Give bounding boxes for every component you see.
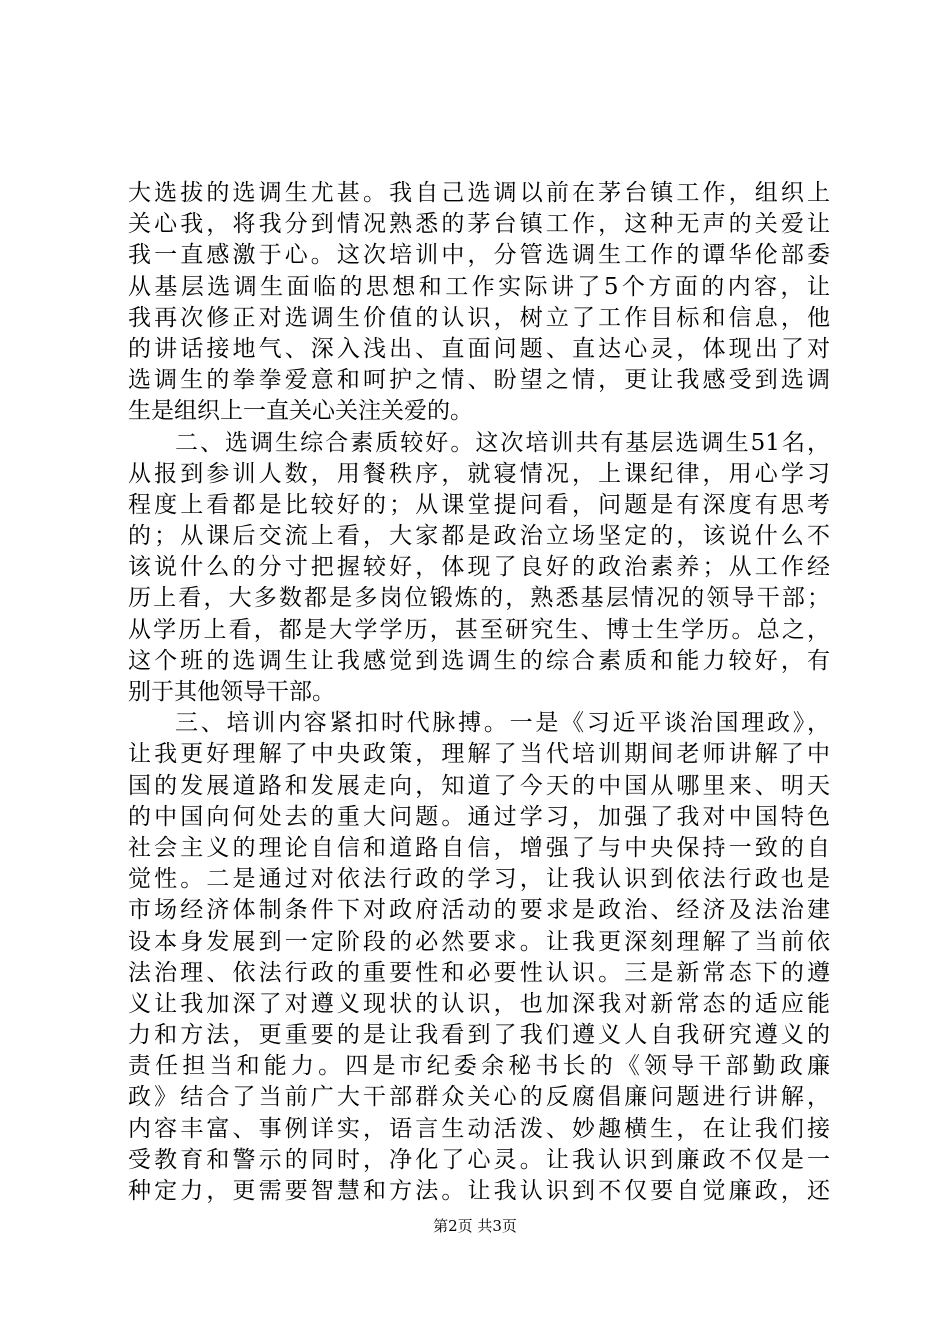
text-line: 生是组织上一直关心关注关爱的。 xyxy=(128,398,473,425)
text-line: 程度上看都是比较好的；从课堂提问看，问题是有深度有思考 xyxy=(128,491,830,518)
text-line: 的；从课后交流上看，大家都是政治立场坚定的，该说什么不 xyxy=(128,523,830,550)
document-body xyxy=(128,178,830,1207)
text-line: 力和方法，更重要的是让我看到了我们遵义人自我研究遵义的 xyxy=(128,1022,830,1049)
text-line: 该说什么的分寸把握较好，体现了良好的政治素养；从工作经 xyxy=(128,554,830,581)
text-line: 这个班的选调生让我感觉到选调生的综合素质和能力较好，有 xyxy=(128,647,830,674)
text-line: 大选拔的选调生尤甚。我自己选调以前在茅台镇工作，组织上 xyxy=(128,180,830,206)
text-line: 历上看，大多数都是多岗位锻炼的，熟悉基层情况的领导干部； xyxy=(128,585,830,612)
text-line: 我一直感激于心。这次培训中，分管选调生工作的谭华伦部委 xyxy=(128,242,830,269)
text-line: 觉性。二是通过对依法行政的学习，让我认识到依法行政也是 xyxy=(128,866,830,893)
text-line: 社会主义的理论自信和道路自信，增强了与中央保持一致的自 xyxy=(128,834,830,861)
text-line: 受教育和警示的同时，净化了心灵。让我认识到廉政不仅是一 xyxy=(128,1146,830,1173)
text-line: 义让我加深了对遵义现状的认识，也加深我对新常态的适应能 xyxy=(128,990,830,1017)
text-line: 设本身发展到一定阶段的必然要求。让我更深刻理解了当前依 xyxy=(128,928,830,955)
page-number-footer: 第2页 共3页 xyxy=(433,1217,517,1235)
text-line: 别于其他领导干部。 xyxy=(128,679,335,705)
text-line: 从学历上看，都是大学学历，甚至研究生、博士生学历。总之， xyxy=(128,616,830,643)
text-line: 关心我，将我分到情况熟悉的茅台镇工作，这种无声的关爱让 xyxy=(128,211,830,238)
text-line: 从报到参训人数，用餐秩序，就寝情况，上课纪律，用心学习 xyxy=(128,460,830,487)
text-line: 种定力，更需要智慧和方法。让我认识到不仅要自觉廉政，还 xyxy=(128,1178,830,1204)
text-line: 选调生的拳拳爱意和呵护之情、盼望之情，更让我感受到选调 xyxy=(128,367,830,394)
text-line: 国的发展道路和发展走向，知道了今天的中国从哪里来、明天 xyxy=(128,772,830,799)
text-line: 政》结合了当前广大干部群众关心的反腐倡廉问题进行讲解， xyxy=(128,1084,830,1111)
text-line: 我再次修正对选调生价值的认识，树立了工作目标和信息，他 xyxy=(128,304,830,331)
text-line: 内容丰富、事例详实，语言生动活泼、妙趣横生，在让我们接 xyxy=(128,1115,830,1142)
paragraph-start-line: 三、培训内容紧扣时代脉搏。一是《习近平谈治国理政》， xyxy=(175,710,830,737)
text-line: 的中国向何处去的重大问题。通过学习，加强了我对中国特色 xyxy=(128,803,830,830)
paragraph-start-line: 二、选调生综合素质较好。这次培训共有基层选调生51名， xyxy=(175,429,830,456)
text-line: 从基层选调生面临的思想和工作实际讲了5个方面的内容，让 xyxy=(128,273,830,300)
text-line: 让我更好理解了中央政策，理解了当代培训期间老师讲解了中 xyxy=(128,741,830,768)
text-line: 的讲话接地气、深入浅出、直面问题、直达心灵，体现出了对 xyxy=(128,335,830,362)
text-line: 法治理、依法行政的重要性和必要性认识。三是新常态下的遵 xyxy=(128,959,830,986)
text-line: 责任担当和能力。四是市纪委余秘书长的《领导干部勤政廉 xyxy=(128,1053,830,1080)
text-line: 市场经济体制条件下对政府活动的要求是政治、经济及法治建 xyxy=(128,897,830,924)
